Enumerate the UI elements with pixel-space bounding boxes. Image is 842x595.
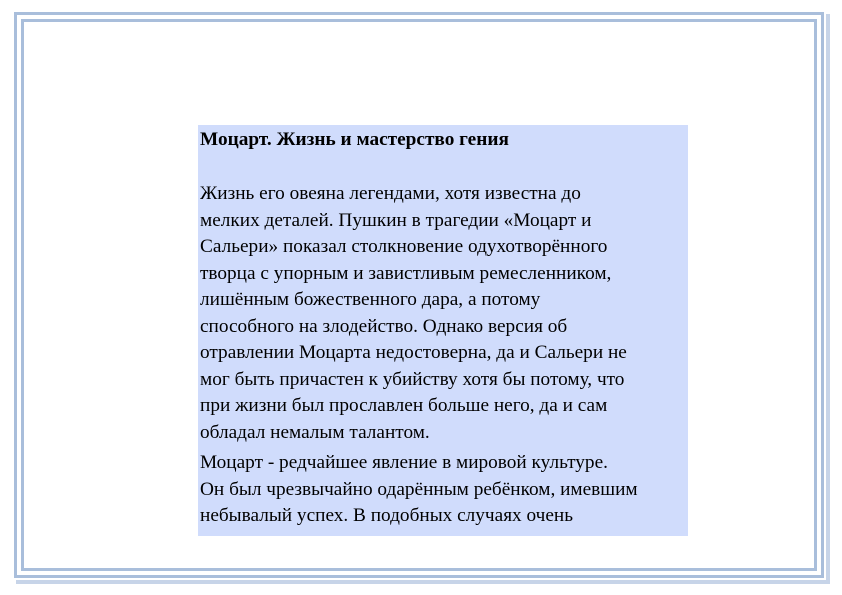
paragraph-1: Жизнь его овеяна легендами, хотя известна до мелких деталей. Пушкин в трагедии «Моцарт и Сальери» показал столкновение одухотворённого творца с упорным и завистливым ремесленником, лишённым божественного дара, а потому способного на злодейство. Однако версия об отравлении Моцарта недостоверна, да и Сальери не мог быть причастен к убийству хотя бы потому, что при жизни был прославлен больше него, да и сам обладал немалым талантом.: [200, 183, 627, 443]
frame-shadow-right: [826, 14, 830, 580]
text-box: [198, 125, 688, 536]
document-title: Моцарт. Жизнь и мастерство гения: [200, 129, 509, 150]
frame-shadow-bottom: [16, 580, 830, 584]
paragraph-2: Моцарт - редчайшее явление в мировой культуре. Он был чрезвычайно одарённым ребёнком, имевшим небывалый успех. В подобных случаях очень: [200, 452, 638, 526]
